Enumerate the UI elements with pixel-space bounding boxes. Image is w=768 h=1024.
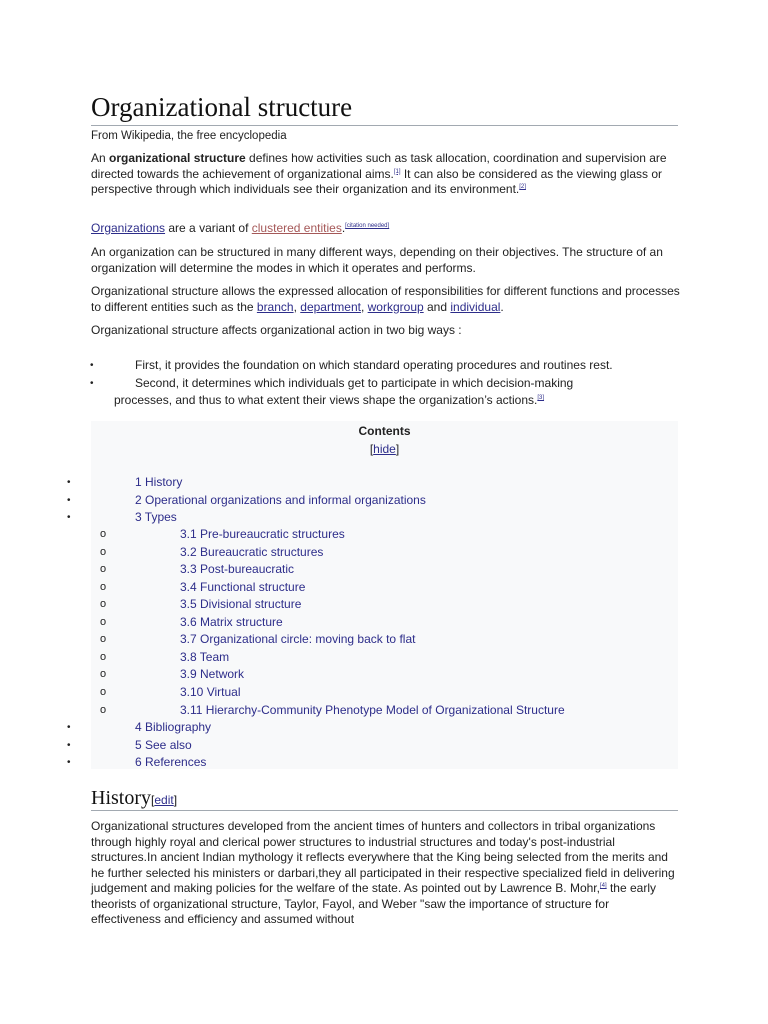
history-edit-button[interactable]: edit xyxy=(154,793,174,807)
toc-subitem-organizational-circle[interactable]: 3.7 Organizational circle: moving back to flat xyxy=(180,632,416,646)
toc-sub-bullet: o xyxy=(100,633,107,645)
toc-hide-control xyxy=(91,442,678,458)
reference-link-3[interactable]: [3] xyxy=(537,395,545,401)
intro-prefix: An xyxy=(91,151,110,165)
list-item-1: First, it provides the foundation on which standard operating procedures and routines rest. xyxy=(135,358,613,372)
toc-hide-bracket-close: ] xyxy=(395,442,400,456)
toc-sub-bullet: o xyxy=(100,528,107,540)
list-bullet-1: • xyxy=(90,360,94,371)
intro-p2-text: are a variant of xyxy=(165,221,252,235)
toc-subitem-bureaucratic[interactable]: 3.2 Bureaucratic structures xyxy=(180,545,324,559)
toc-bullet: • xyxy=(67,495,71,506)
individual-link[interactable]: individual xyxy=(450,299,501,314)
list-item-2-line-1: Second, it determines which individuals get to participate in which decision-making xyxy=(135,376,574,390)
toc-subitem-virtual[interactable]: 3.10 Virtual xyxy=(180,685,241,699)
toc-sub-bullet: o xyxy=(100,598,107,610)
intro-p4-sep2: , xyxy=(360,299,368,314)
toc-subitem-divisional[interactable]: 3.5 Divisional structure xyxy=(180,597,302,611)
reference-link-1[interactable]: [1] xyxy=(393,168,401,175)
edit-bracket-close: ] xyxy=(173,793,178,807)
intro-text-2: It can also be considered as the viewing glass or perspective through which individuals see their organization and its environment. xyxy=(91,166,662,196)
toc-bullet: • xyxy=(67,512,71,523)
citation-needed-link[interactable]: [citation needed] xyxy=(345,223,390,229)
toc-bullet: • xyxy=(67,757,71,768)
toc-bullet: • xyxy=(67,477,71,488)
toc-sub-bullet: o xyxy=(100,563,107,575)
history-p1-rest: the early theorists of organizational structure, Taylor, Fayol, and Weber "saw the importance of structure for effectiveness and efficiency and assumed without xyxy=(91,881,656,926)
toc-subitem-hierarchy-community[interactable]: 3.11 Hierarchy-Community Phenotype Model of Organizational Structure xyxy=(180,703,565,717)
toc-item-types[interactable]: 3 Types xyxy=(135,510,177,524)
intro-paragraph-3: An organization can be structured in many different ways, depending on their objectives. The structure of an organization will determine the modes in which it operates and performs. xyxy=(91,245,663,275)
toc-subitem-network[interactable]: 3.9 Network xyxy=(180,667,245,681)
list-item-2-line-2-text: processes, and thus to what extent their views shape the organization’s actions. xyxy=(114,393,538,407)
toc-item-operational-organizations[interactable]: 2 Operational organizations and informal organizations xyxy=(135,493,426,507)
reference-link-4[interactable]: [4] xyxy=(599,883,607,889)
toc-subitem-functional[interactable]: 3.4 Functional structure xyxy=(180,580,306,594)
toc-subitem-pre-bureaucratic[interactable]: 3.1 Pre-bureaucratic structures xyxy=(180,527,345,541)
toc-subitem-post-bureaucratic[interactable]: 3.3 Post-bureaucratic xyxy=(180,562,295,576)
toc-sub-bullet: o xyxy=(100,686,107,698)
intro-p4-text: Organizational structure allows the expressed allocation of responsibilities for different functions and processes to different entities such as the xyxy=(91,284,680,314)
intro-p4-and: and xyxy=(423,299,451,314)
history-heading xyxy=(91,786,177,812)
clustered-entities-link[interactable]: clustered entities xyxy=(251,221,342,235)
toc-sub-bullet: o xyxy=(100,704,107,716)
history-edit-control xyxy=(151,793,177,807)
toc-subitem-matrix[interactable]: 3.6 Matrix structure xyxy=(180,615,283,629)
branch-link[interactable]: branch xyxy=(256,299,294,314)
intro-paragraph-2 xyxy=(91,221,681,237)
reference-link-2[interactable]: [2] xyxy=(519,184,526,190)
toc-sub-bullet: o xyxy=(100,668,107,680)
intro-text-1: defines how activities such as task allocation, coordination and supervision are directed towards the achievement of organizational aims. xyxy=(91,151,667,181)
workgroup-link[interactable]: workgroup xyxy=(367,299,424,314)
history-p1-text: Organizational structures developed from the ancient times of hunters and collectors in tribal organizations through highly royal and clerical power structures to industrial structures and today's post-industrial structures.In ancient Indian mythology it reflects everywhere that the King being selected from the merits and he further selected his ministers or darbari,they all participated in their respective specialized field in delivering judgement and making policies for the welfare of the state. As pointed out by Lawrence B. Mohr, xyxy=(91,819,675,895)
toc-title: Contents xyxy=(358,424,411,438)
tagline: From Wikipedia, the free encyclopedia xyxy=(91,130,287,142)
intro-p4-sep1: , xyxy=(293,299,301,314)
intro-paragraph-4 xyxy=(91,284,681,315)
title-divider xyxy=(91,125,678,126)
toc-sub-bullet: o xyxy=(100,616,107,628)
list-bullet-2: • xyxy=(90,378,94,389)
department-link[interactable]: department xyxy=(300,299,361,314)
toc-sub-bullet: o xyxy=(100,651,107,663)
toc-item-see-also[interactable]: 5 See also xyxy=(135,738,192,752)
toc-sub-bullet: o xyxy=(100,581,107,593)
history-heading-text: History xyxy=(91,787,151,809)
organizations-link[interactable]: Organizations xyxy=(91,221,166,235)
intro-paragraph-5: Organizational structure affects organizational action in two big ways : xyxy=(91,323,462,337)
list-item-2-line-2 xyxy=(114,393,674,409)
toc-hide-button[interactable]: hide xyxy=(373,442,396,456)
toc-item-history[interactable]: 1 History xyxy=(135,475,183,489)
toc-sub-bullet: o xyxy=(100,546,107,558)
page-title: Organizational structure xyxy=(91,92,353,122)
term-bold: organizational structure xyxy=(109,151,246,165)
history-divider xyxy=(91,810,678,811)
toc-bullet: • xyxy=(67,722,71,733)
toc-bullet: • xyxy=(67,740,71,751)
edit-bracket-open: [ xyxy=(151,793,155,807)
toc-item-bibliography[interactable]: 4 Bibliography xyxy=(135,720,212,734)
toc-item-references[interactable]: 6 References xyxy=(135,755,207,769)
intro-p4-end: . xyxy=(500,299,504,314)
history-paragraph-1 xyxy=(91,819,679,928)
toc-hide-bracket-open: [ xyxy=(369,442,374,456)
intro-paragraph-1 xyxy=(91,151,681,198)
intro-p2-end: . xyxy=(341,221,346,235)
toc-subitem-team[interactable]: 3.8 Team xyxy=(180,650,230,664)
